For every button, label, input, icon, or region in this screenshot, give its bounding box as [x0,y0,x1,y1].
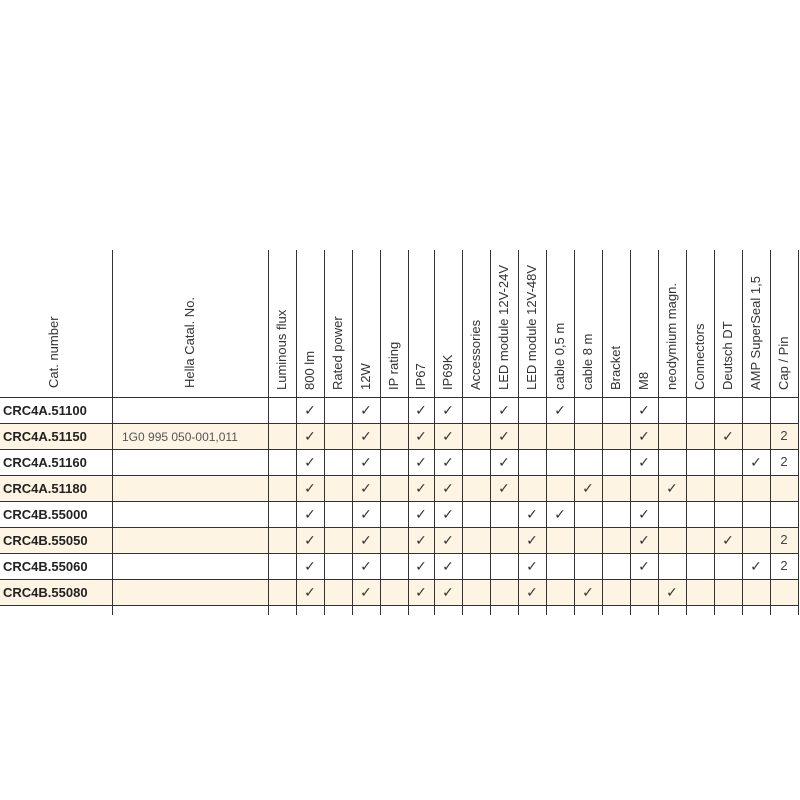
check-mark-icon: ✓ [750,454,762,470]
column-header: IP69K [440,354,455,390]
check-mark-icon: ✓ [638,558,650,574]
check-mark-icon: ✓ [415,480,427,496]
cat-number-cell: CRC4B.55060 [3,559,88,574]
cat-number-cell: CRC4A.51160 [3,455,87,470]
header-cat-number: Cat. number [46,316,61,388]
column-header: Cap / Pin [776,336,791,390]
check-mark-icon: ✓ [638,506,650,522]
check-mark-icon: ✓ [666,480,678,496]
column-divider [324,250,325,615]
cat-number-cell: CRC4A.51150 [3,429,87,444]
check-mark-icon: ✓ [415,506,427,522]
column-header: Accessories [468,319,483,390]
check-mark-icon: ✓ [415,558,427,574]
check-mark-icon: ✓ [442,402,454,418]
column-divider [686,250,687,615]
check-mark-icon: ✓ [304,402,316,418]
check-mark-icon: ✓ [526,532,538,548]
check-mark-icon: ✓ [415,454,427,470]
check-mark-icon: ✓ [722,428,734,444]
column-header: IP rating [386,341,401,390]
check-mark-icon: ✓ [360,584,372,600]
check-mark-icon: ✓ [304,506,316,522]
cat-number-cell: CRC4A.51180 [3,481,87,496]
column-divider [380,250,381,615]
column-header: 12W [358,363,373,390]
column-header: Rated power [330,316,345,390]
row-divider [0,449,798,450]
check-mark-icon: ✓ [415,402,427,418]
column-divider [602,250,603,615]
check-mark-icon: ✓ [582,480,594,496]
column-header: M8 [636,371,651,390]
column-divider [112,250,113,615]
pin-count: 2 [780,532,788,547]
check-mark-icon: ✓ [498,402,510,418]
column-header: neodymium magn. [664,283,679,390]
row-divider [0,579,798,580]
column-divider [798,250,799,615]
check-mark-icon: ✓ [638,454,650,470]
check-mark-icon: ✓ [304,480,316,496]
check-mark-icon: ✓ [442,584,454,600]
check-mark-icon: ✓ [415,428,427,444]
check-mark-icon: ✓ [415,532,427,548]
row-highlight-band [0,527,798,553]
check-mark-icon: ✓ [442,454,454,470]
cat-number-cell: CRC4B.55000 [3,507,88,522]
check-mark-icon: ✓ [360,480,372,496]
row-divider [0,605,798,606]
check-mark-icon: ✓ [442,480,454,496]
row-highlight-band [0,423,798,449]
column-header: cable 0,5 m [552,322,567,390]
column-header: IP67 [413,363,428,390]
column-divider [546,250,547,615]
column-divider [574,250,575,615]
check-mark-icon: ✓ [554,506,566,522]
column-header: Luminous flux [274,309,289,390]
check-mark-icon: ✓ [360,454,372,470]
check-mark-icon: ✓ [360,428,372,444]
pin-count: 2 [780,428,788,443]
column-divider [268,250,269,615]
hella-catalog-cell: 1G0 995 050-001,011 [122,430,238,444]
check-mark-icon: ✓ [304,532,316,548]
row-divider [0,501,798,502]
check-mark-icon: ✓ [360,402,372,418]
column-header: Bracket [608,345,623,390]
pin-count: 2 [780,558,788,573]
column-header: cable 8 m [580,333,595,390]
check-mark-icon: ✓ [360,506,372,522]
check-mark-icon: ✓ [442,532,454,548]
cat-number-cell: CRC4A.51100 [3,403,87,418]
check-mark-icon: ✓ [638,532,650,548]
row-divider [0,475,798,476]
check-mark-icon: ✓ [554,402,566,418]
check-mark-icon: ✓ [526,558,538,574]
check-mark-icon: ✓ [442,428,454,444]
cat-number-cell: CRC4B.55050 [3,533,88,548]
check-mark-icon: ✓ [304,558,316,574]
row-divider [0,423,798,424]
column-divider [462,250,463,615]
cat-number-cell: CRC4B.55080 [3,585,88,600]
check-mark-icon: ✓ [360,558,372,574]
check-mark-icon: ✓ [442,506,454,522]
check-mark-icon: ✓ [415,584,427,600]
header-hella-catal-no: Hella Catal. No. [182,296,197,388]
check-mark-icon: ✓ [304,584,316,600]
row-divider [0,527,798,528]
column-header: LED module 12V-48V [524,264,539,390]
check-mark-icon: ✓ [498,480,510,496]
check-mark-icon: ✓ [526,584,538,600]
check-mark-icon: ✓ [498,428,510,444]
check-mark-icon: ✓ [526,506,538,522]
row-divider [0,397,798,398]
check-mark-icon: ✓ [442,558,454,574]
column-header: Connectors [692,323,707,390]
check-mark-icon: ✓ [638,402,650,418]
column-divider [658,250,659,615]
column-header: Deutsch DT [720,321,735,390]
column-header: LED module 12V-24V [496,264,511,390]
column-header: 800 lm [302,350,317,390]
check-mark-icon: ✓ [750,558,762,574]
check-mark-icon: ✓ [360,532,372,548]
column-header: AMP SuperSeal 1,5 [748,276,763,390]
check-mark-icon: ✓ [722,532,734,548]
check-mark-icon: ✓ [638,428,650,444]
check-mark-icon: ✓ [582,584,594,600]
row-divider [0,553,798,554]
check-mark-icon: ✓ [666,584,678,600]
check-mark-icon: ✓ [498,454,510,470]
check-mark-icon: ✓ [304,428,316,444]
pin-count: 2 [780,454,788,469]
check-mark-icon: ✓ [304,454,316,470]
